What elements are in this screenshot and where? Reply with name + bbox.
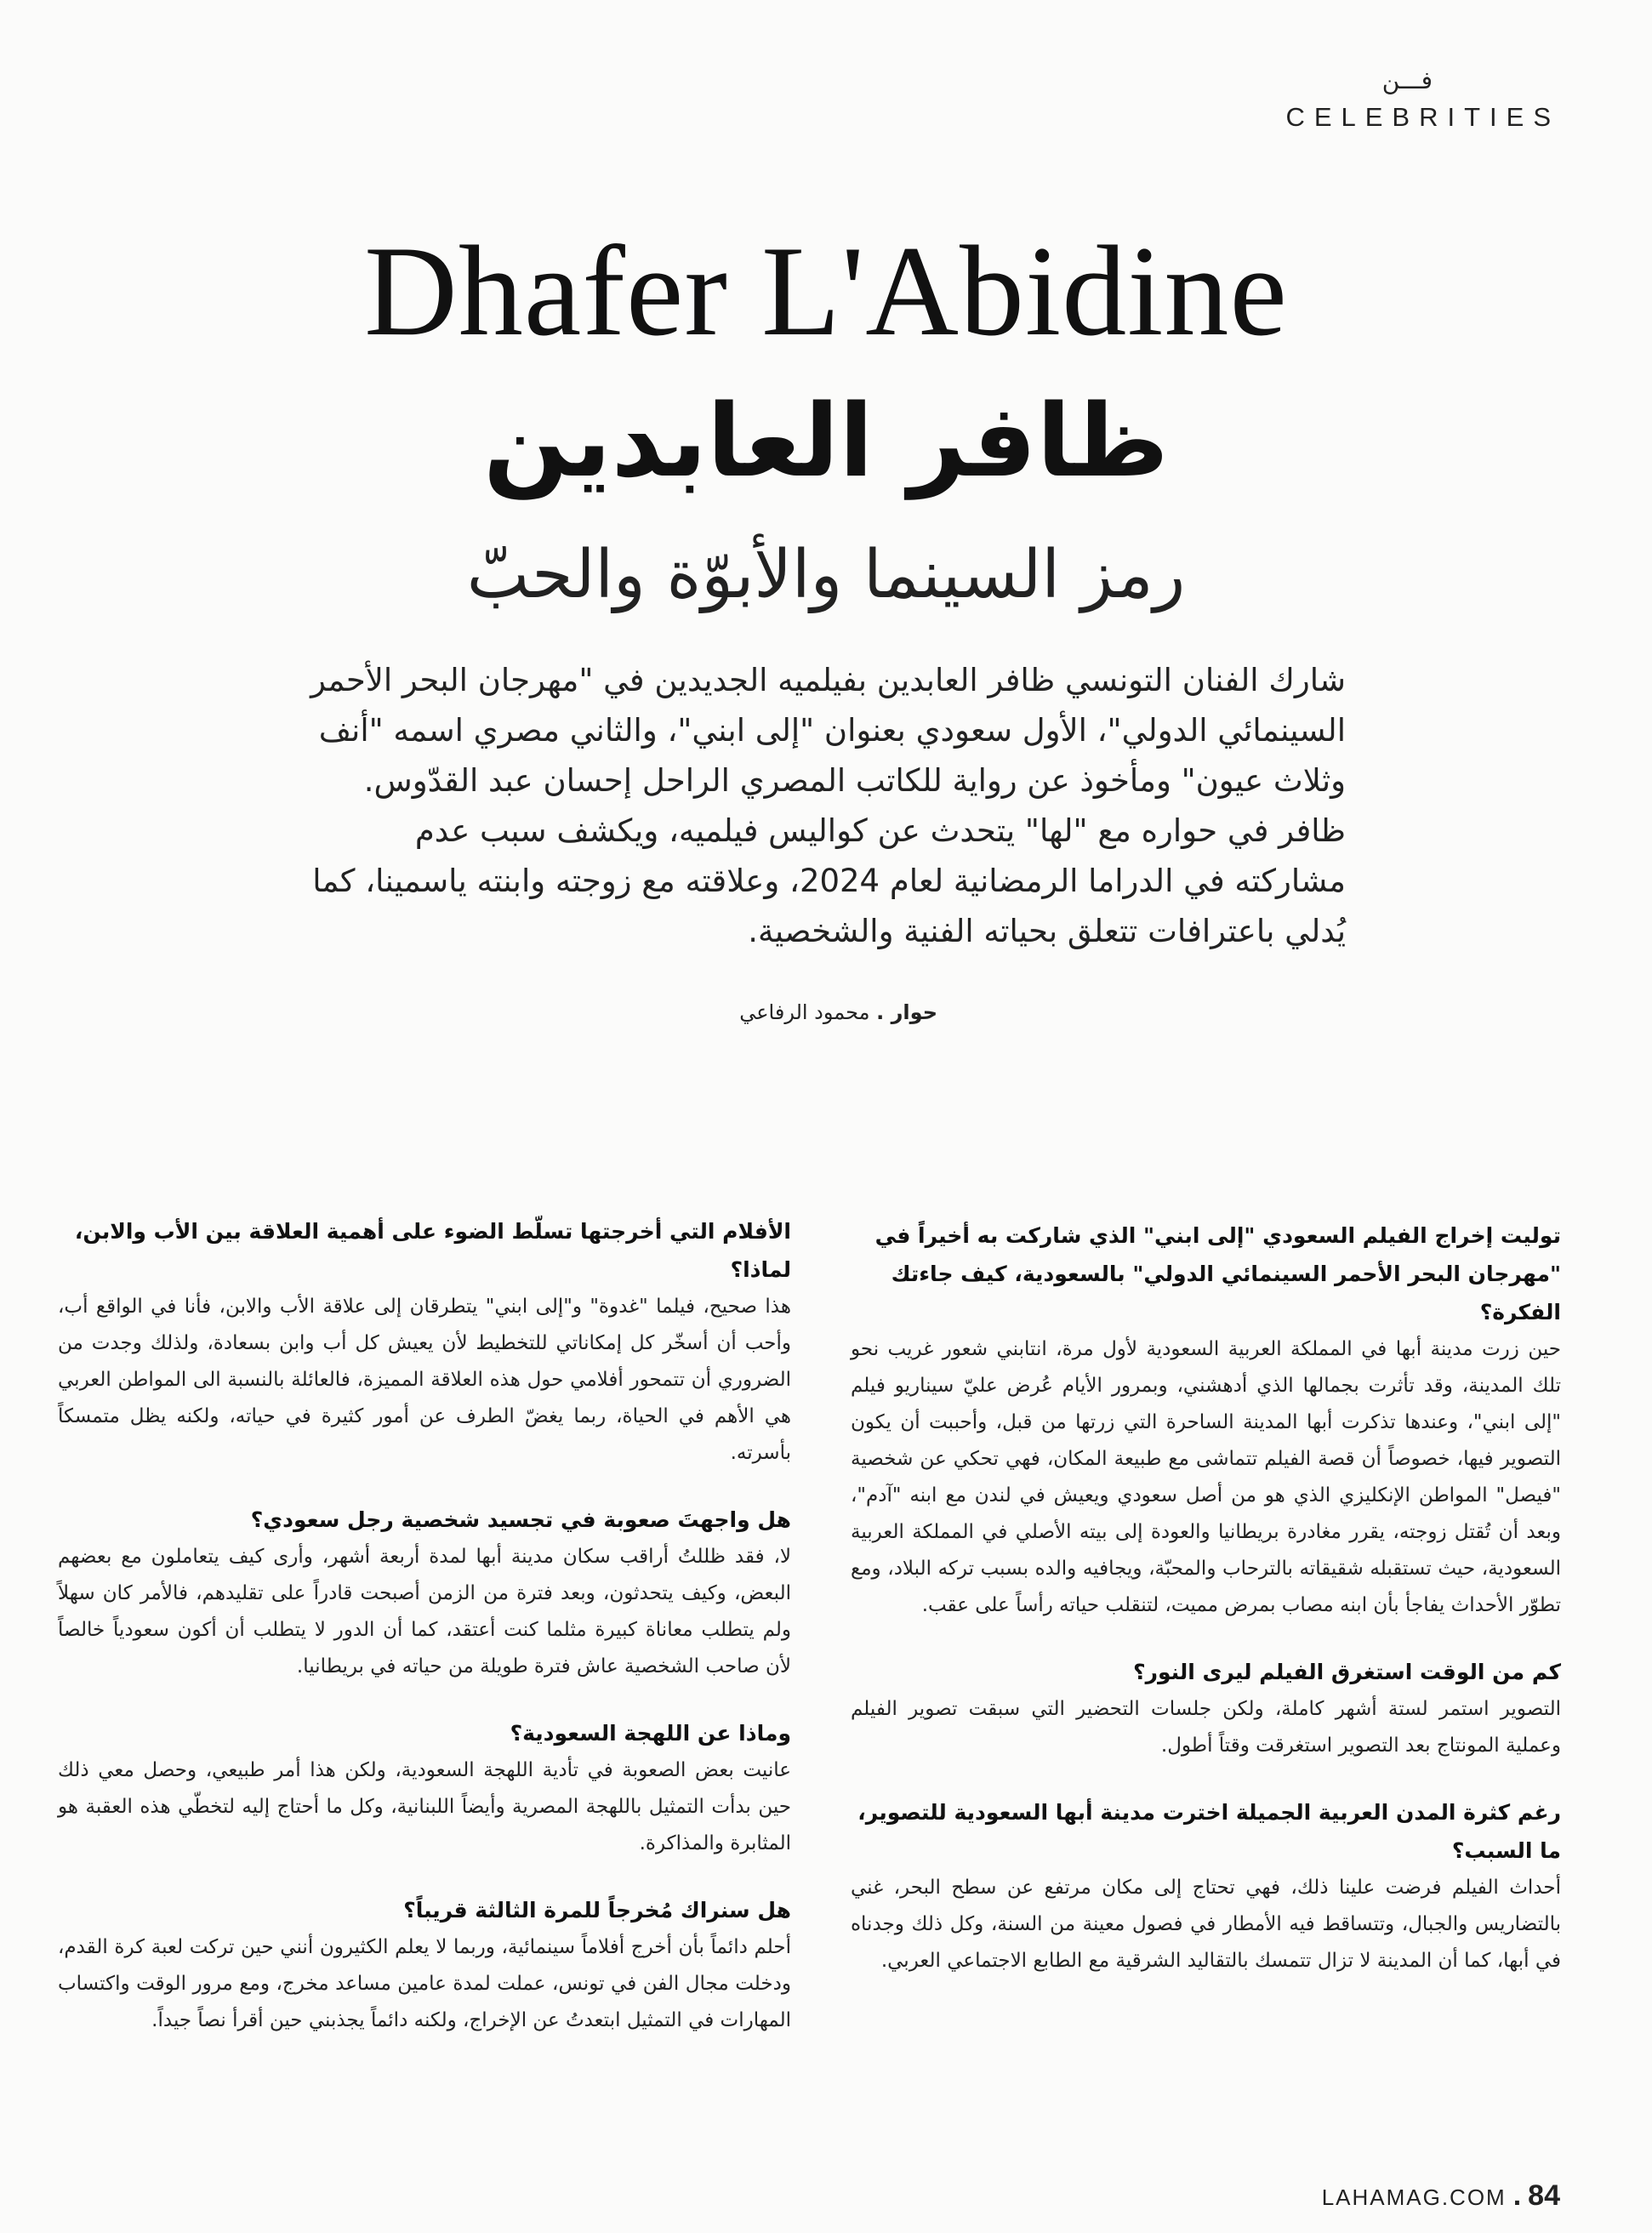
intro-paragraph: شارك الفنان التونسي ظافر العابدين بفيلميه الجديدين في "مهرجان البحر الأحمر السينمائي الدولي"، الأول سعودي بعنوان "إلى ابني"، والثاني مصري اسمه "أنف وثلاث عيون" ومأخوذ عن رواية للكاتب المصري الراحل إحسان عبد القدّوس. ظافر في حواره مع "لها" يتحدث عن كواليس فيلميه، ويكشف سبب عدم مشاركته في الدراما الرمضانية لعام 2024، وعلاقته مع زوجته وابنته ياسمينا، كما يُدلي باعترافات تتعلق بحياته الفنية والشخصية.	[310, 662, 1346, 949]
answer: لا، فقد ظللتُ أراقب سكان مدينة أبها لمدة أربعة أشهر، وأرى كيف يتعاملون مع بعضهم البعض، وكيف يتحدثون، وبعد فترة من الزمن أصبحت قادراً على تقليدهم، فالأمر كان سهلاً ولم يتطلب معاناة كبيرة مثلما كنت أعتقد، كما أن الدور لا يتطلب أن أكون سعودياً خالصاً لأن صاحب الشخصية عاش فترة طويلة من حياته في بريطانيا.	[58, 1546, 791, 1678]
answer: أحداث الفيلم فرضت علينا ذلك، فهي تحتاج إلى مكان مرتفع عن سطح البحر، غني بالتضاريس والجبال، وتتساقط فيه الأمطار في فصول معينة من السنة، وكل ذلك وجدناه في أبها، كما أن المدينة لا تزال تتمسك بالتقاليد الشرقية مع الطابع الاجتماعي العربي.	[851, 1877, 1561, 1972]
byline	[739, 1000, 937, 1024]
qa-block	[851, 1653, 1561, 1764]
qa-block	[58, 1501, 791, 1685]
page-number: 84	[1528, 2179, 1560, 2212]
question: رغم كثرة المدن العربية الجميلة اخترت مدينة أبها السعودية للتصوير، ما السبب؟	[857, 1800, 1561, 1863]
section-label-english: CELEBRITIES	[1285, 102, 1560, 132]
article-title-arabic: ظافر العابدين	[483, 382, 1169, 499]
qa-block	[851, 1216, 1561, 1624]
question: هل سنراك مُخرجاً للمرة الثالثة قريباً؟	[403, 1898, 791, 1923]
question: الأفلام التي أخرجتها تسلّط الضوء على أهمية العلاقة بين الأب والابن، لماذا؟	[74, 1219, 791, 1282]
qa-block	[851, 1793, 1561, 1980]
page-footer	[1322, 2179, 1560, 2213]
question: هل واجهتَ صعوبة في تجسيد شخصية رجل سعودي؟	[250, 1507, 791, 1532]
article-column-left	[58, 1212, 791, 2068]
question: وماذا عن اللهجة السعودية؟	[510, 1721, 791, 1746]
answer: أحلم دائماً بأن أخرج أفلاماً سينمائية، وربما لا يعلم الكثيرون أنني حين تركت لعبة كرة القدم، ودخلت مجال الفن في تونس، عملت لمدة عامين مساعد مخرج، ومع مرور الوقت واكتساب المهارات في التمثيل ابتعدتُ عن الإخراج، ولكنه دائماً يجذبني حين أقرأ نصاً جيداً.	[58, 1936, 791, 2031]
qa-block	[58, 1212, 791, 1472]
answer: هذا صحيح، فيلما "غدوة" و"إلى ابني" يتطرقان إلى علاقة الأب والابن، فأنا في الواقع أب، وأحب أن أسخّر كل إمكاناتي للتخطيط لأن يعيش كل أب وابن بسعادة، ولذلك وجدت من الضروري أن تتمحور أفلامي حول هذه العلاقة المميزة، فالعائلة بالنسبة الى المواطن العربي هي الأهم في الحياة، ربما يغضّ الطرف عن أمور كثيرة في حياته، ولكنه يظل متمسكاً بأسرته.	[58, 1296, 791, 1464]
qa-block	[58, 1714, 791, 1862]
byline-author: محمود الرفاعي	[739, 1000, 870, 1024]
question: توليت إخراج الفيلم السعودي "إلى ابني" الذي شاركت به أخيراً في "مهرجان البحر الأحمر السينمائي الدولي" بالسعودية، كيف جاءتك الفكرة؟	[874, 1223, 1561, 1324]
section-label-arabic: فـــن	[1381, 66, 1433, 94]
article-subtitle: رمز السينما والأبوّة والحبّ	[466, 537, 1186, 613]
answer: عانيت بعض الصعوبة في تأدية اللهجة السعودية، ولكن هذا أمر طبيعي، وحصل معي ذلك حين بدأت التمثيل باللهجة المصرية وأيضاً اللبنانية، وكل ما أحتاج إليه لتخطّي هذه العقبة هو المثابرة والمذاكرة.	[58, 1759, 791, 1854]
answer: التصوير استمر لستة أشهر كاملة، ولكن جلسات التحضير التي سبقت تصوير الفيلم وعملية المونتاج بعد التصوير استغرقت وقتاً أطول.	[851, 1698, 1561, 1757]
answer: حين زرت مدينة أبها في المملكة العربية السعودية لأول مرة، انتابني شعور غريب نحو تلك المدينة، وقد تأثرت بجمالها الذي أدهشني، وبمرور الأيام عُرض عليّ سيناريو فيلم "إلى ابني"، وعندها تذكرت أبها المدينة الساحرة التي زرتها من قبل، وأحببت أن يكون التصوير فيها، خصوصاً أن قصة الفيلم تتماشى مع طبيعة المكان، فهي تحكي عن شخصية "فيصل" المواطن الإنكليزي الذي هو من أصل سعودي ويعيش في لندن مع ابنه "آدم"، وبعد أن تُقتل زوجته، يقرر مغادرة بريطانيا والعودة إلى بيته الأصلي في المملكة العربية السعودية، حيث تستقبله شقيقاته بالترحاب والمحبّة، ويجافيه والده بسبب تركه البلاد، ومع تطوّر الأحداث يفاجأ بأن ابنه مصاب بمرض مميت، لتنقلب حياته رأساً على عقب.	[851, 1338, 1561, 1616]
qa-block	[58, 1891, 791, 2039]
article-title-english: Dhafer L'Abidine	[364, 219, 1288, 362]
website-link[interactable]: LAHAMAG.COM	[1321, 2185, 1507, 2210]
question: كم من الوقت استغرق الفيلم ليرى النور؟	[1133, 1660, 1561, 1684]
article-column-right	[851, 1216, 1561, 2008]
separator-dot: .	[1512, 2179, 1522, 2212]
byline-label: حوار .	[876, 1000, 937, 1024]
